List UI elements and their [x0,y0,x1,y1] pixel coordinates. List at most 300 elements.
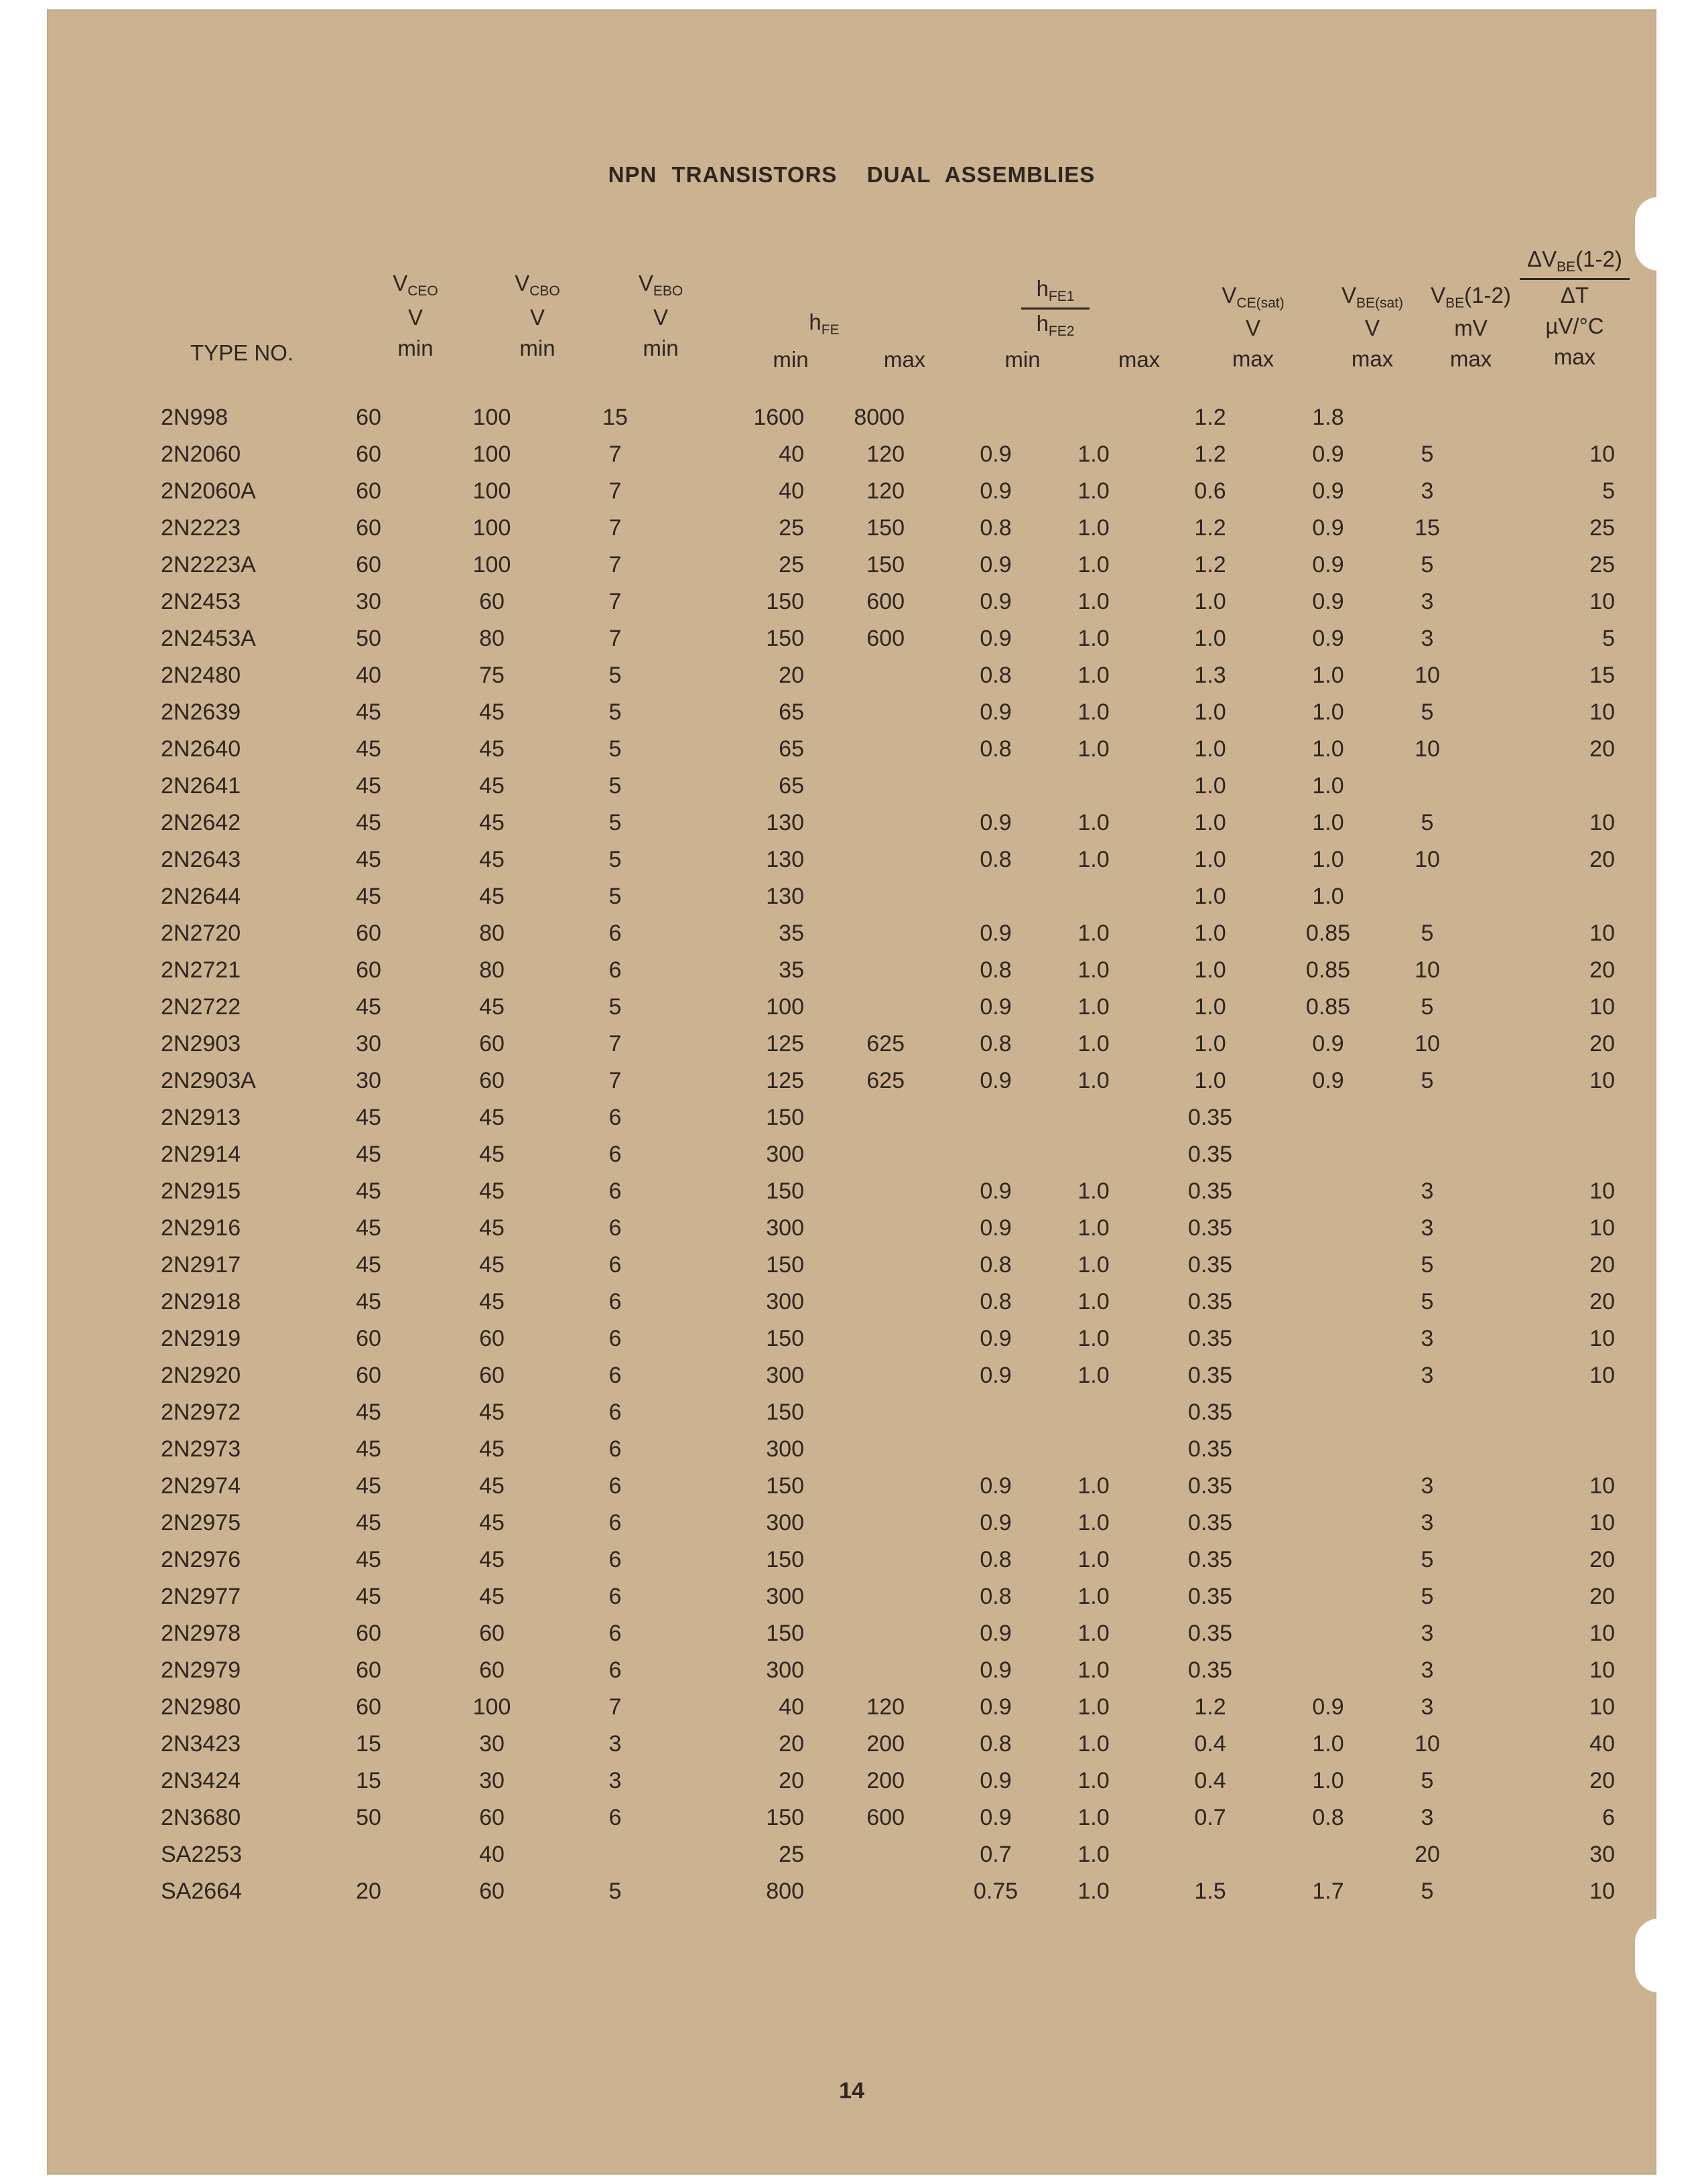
cell-dvbe-dt-max: 20 [1589,847,1615,872]
cell-type-no: 2N2976 [161,1547,241,1572]
cell-vebo-min: 7 [608,441,622,467]
cell-type-no: 2N2980 [161,1694,241,1720]
cell-vcesat-max: 1.0 [1194,994,1226,1020]
cell-hfe-min: 800 [766,1879,804,1904]
cell-hfe-ratio-max: 1.0 [1077,957,1110,983]
cell-type-no: 2N998 [161,405,228,430]
cell-hfe-min: 130 [766,884,804,909]
cell-vcbo-min: 45 [479,1178,505,1204]
cell-vceo-min: 60 [356,1363,381,1388]
cell-vbe12-max: 3 [1421,589,1434,614]
table-row [47,699,1656,733]
page-title: NPN TRANSISTORS DUAL ASSEMBLIES [608,162,1096,187]
table-row [47,1510,1656,1544]
cell-vebo-min: 5 [608,994,622,1020]
cell-vebo-min: 15 [602,405,628,430]
cell-hfe-ratio-min: 0.8 [980,1731,1012,1757]
cell-vbesat-max: 1.0 [1312,663,1344,688]
cell-vbesat-max: 1.7 [1312,1879,1344,1904]
cell-hfe-ratio-max: 1.0 [1077,589,1110,614]
cell-type-no: 2N2720 [161,920,241,946]
cell-dvbe-dt-max: 10 [1589,441,1615,467]
cell-dvbe-dt-max: 10 [1589,1363,1615,1388]
cell-dvbe-dt-max: 20 [1589,1289,1615,1314]
table-row [47,1252,1656,1286]
cell-hfe-ratio-min: 0.9 [980,1768,1012,1793]
table-row [47,1731,1656,1765]
cell-dvbe-dt-max: 10 [1589,1657,1615,1683]
cell-hfe-ratio-min: 0.9 [980,626,1012,651]
cell-vbe12-max: 10 [1415,957,1440,983]
cell-hfe-ratio-min: 0.9 [980,1510,1012,1535]
cell-type-no: 2N2453 [161,589,241,614]
cell-vbesat-max: 1.0 [1312,847,1344,872]
cell-vebo-min: 6 [608,920,622,946]
cell-type-no: 2N2913 [161,1105,241,1130]
cell-vbe12-max: 5 [1421,441,1434,467]
cell-hfe-max: 600 [866,1805,905,1830]
cell-vcesat-max: 1.0 [1194,847,1226,872]
cell-hfe-ratio-max: 1.0 [1077,1768,1110,1793]
cell-vceo-min: 60 [356,552,381,577]
cell-vcbo-min: 45 [479,736,505,762]
cell-vebo-min: 5 [608,810,622,835]
cell-hfe-min: 65 [779,773,804,799]
cell-hfe-min: 35 [779,920,804,946]
cell-vcbo-min: 45 [479,1584,505,1609]
cell-vceo-min: 45 [356,1215,381,1241]
cell-dvbe-dt-max: 20 [1589,1031,1615,1056]
cell-vebo-min: 6 [608,1326,622,1351]
cell-vebo-min: 5 [608,736,622,762]
cell-vcesat-max: 0.35 [1187,1178,1233,1204]
cell-dvbe-dt-max: 10 [1589,1621,1615,1646]
binder-hole-top [1635,197,1682,271]
cell-hfe-min: 150 [766,589,804,614]
header-type-no: TYPE NO. [190,340,294,365]
cell-vcbo-min: 45 [479,1142,505,1167]
cell-vcbo-min: 60 [479,1031,505,1056]
cell-hfe-ratio-min: 0.9 [980,589,1012,614]
cell-type-no: 2N2639 [161,699,241,725]
cell-vcbo-min: 30 [479,1768,505,1793]
cell-vbesat-max: 0.85 [1305,994,1351,1020]
cell-vebo-min: 6 [608,1178,622,1204]
cell-vceo-min: 45 [356,1473,381,1499]
cell-vbe12-max: 5 [1421,1547,1434,1572]
cell-dvbe-dt-max: 10 [1589,699,1615,725]
cell-hfe-ratio-min: 0.8 [980,1584,1012,1609]
cell-hfe-ratio-max: 1.0 [1077,1473,1110,1499]
cell-vbe12-max: 5 [1421,1584,1434,1609]
cell-vbe12-max: 10 [1415,736,1440,762]
cell-vceo-min: 30 [356,589,381,614]
cell-dvbe-dt-max: 20 [1589,1768,1615,1793]
cell-vbesat-max: 0.9 [1312,626,1344,651]
cell-hfe-min: 150 [766,1326,804,1351]
cell-hfe-max: 8000 [854,405,905,430]
cell-vebo-min: 7 [608,552,622,577]
cell-vcesat-max: 0.35 [1187,1473,1233,1499]
cell-vcbo-min: 45 [479,1510,505,1535]
cell-hfe-ratio-max: 1.0 [1077,810,1110,835]
cell-hfe-min: 150 [766,1473,804,1499]
cell-hfe-ratio-min: 0.8 [980,847,1012,872]
cell-vcesat-max: 1.0 [1194,920,1226,946]
cell-vcesat-max: 1.0 [1194,957,1226,983]
cell-vcesat-max: 1.0 [1194,1068,1226,1093]
cell-vbe12-max: 5 [1421,699,1434,725]
table-row [47,994,1656,1028]
cell-vceo-min: 45 [356,994,381,1020]
cell-hfe-ratio-min: 0.9 [980,441,1012,467]
table-row [47,1178,1656,1212]
cell-vbe12-max: 5 [1421,1252,1434,1278]
table-row [47,626,1656,659]
cell-hfe-ratio-min: 0.9 [980,1363,1012,1388]
cell-vcbo-min: 45 [479,884,505,909]
cell-hfe-ratio-min: 0.8 [980,515,1012,541]
cell-hfe-ratio-min: 0.8 [980,957,1012,983]
table-row [47,515,1656,549]
cell-vcesat-max: 0.6 [1194,478,1226,504]
cell-vcesat-max: 1.0 [1194,1031,1226,1056]
cell-hfe-ratio-max: 1.0 [1077,1252,1110,1278]
cell-hfe-max: 625 [866,1068,905,1093]
cell-hfe-ratio-max: 1.0 [1077,1289,1110,1314]
cell-vceo-min: 45 [356,1142,381,1167]
cell-vcesat-max: 1.0 [1194,773,1226,799]
cell-vebo-min: 7 [608,1068,622,1093]
table-row [47,1547,1656,1580]
cell-vceo-min: 45 [356,1105,381,1130]
cell-hfe-min: 65 [779,699,804,725]
cell-hfe-min: 20 [779,663,804,688]
cell-type-no: 2N3680 [161,1805,241,1830]
cell-hfe-ratio-max: 1.0 [1077,1215,1110,1241]
cell-hfe-ratio-min: 0.9 [980,1473,1012,1499]
cell-vbe12-max: 3 [1421,1473,1434,1499]
cell-vbesat-max: 0.8 [1312,1805,1344,1830]
cell-vcesat-max: 0.35 [1187,1547,1233,1572]
cell-vebo-min: 6 [608,1400,622,1425]
table-row [47,884,1656,917]
cell-type-no: 2N2640 [161,736,241,762]
cell-dvbe-dt-max: 20 [1589,1252,1615,1278]
cell-vcbo-min: 40 [479,1842,505,1867]
cell-hfe-ratio-min: 0.9 [980,552,1012,577]
cell-vbesat-max: 0.9 [1312,1031,1344,1056]
cell-vebo-min: 5 [608,847,622,872]
cell-vbe12-max: 5 [1421,552,1434,577]
cell-hfe-ratio-max: 1.0 [1077,663,1110,688]
table-row [47,1584,1656,1617]
cell-hfe-ratio-max: 1.0 [1077,1805,1110,1830]
cell-dvbe-dt-max: 10 [1589,920,1615,946]
cell-vbe12-max: 3 [1421,1215,1434,1241]
cell-hfe-ratio-max: 1.0 [1077,441,1110,467]
cell-vebo-min: 6 [608,1436,622,1462]
cell-vcesat-max: 1.0 [1194,884,1226,909]
table-row [47,441,1656,475]
cell-hfe-max: 625 [866,1031,905,1056]
cell-vcbo-min: 45 [479,1400,505,1425]
cell-hfe-max: 150 [866,552,905,577]
cell-type-no: 2N2223 [161,515,241,541]
cell-dvbe-dt-max: 25 [1589,515,1615,541]
cell-vbe12-max: 3 [1421,1178,1434,1204]
cell-type-no: 2N2641 [161,773,241,799]
cell-dvbe-dt-max: 10 [1589,1178,1615,1204]
cell-vceo-min: 45 [356,1400,381,1425]
cell-vbe12-max: 3 [1421,1694,1434,1720]
header-hfe-max: max [883,347,926,372]
cell-hfe-min: 125 [766,1031,804,1056]
cell-hfe-max: 120 [866,478,905,504]
cell-vbesat-max: 1.0 [1312,884,1344,909]
cell-type-no: 2N2480 [161,663,241,688]
cell-type-no: 2N2903 [161,1031,241,1056]
cell-type-no: 2N2914 [161,1142,241,1167]
header-vbesat: $V_{BE(sat)}$ V max [1341,283,1404,371]
cell-hfe-min: 150 [766,1252,804,1278]
cell-vcesat-max: 0.7 [1194,1805,1226,1830]
cell-hfe-ratio-min: 0.9 [980,699,1012,725]
cell-vceo-min: 60 [356,1326,381,1351]
cell-vbe12-max: 5 [1421,810,1434,835]
table-row [47,1400,1656,1433]
cell-hfe-min: 20 [779,1768,804,1793]
table-row [47,1657,1656,1691]
cell-vebo-min: 6 [608,1105,622,1130]
header-vcesat: $V_{CE(sat)}$ V max [1222,283,1285,371]
cell-vcbo-min: 100 [472,441,511,467]
cell-vebo-min: 3 [608,1731,622,1757]
table-row [47,773,1656,807]
cell-vbesat-max: 0.85 [1305,957,1351,983]
header-dvbe-dt: $\Delta V_{BE}(1-2)$ ΔT µV/°C max [1514,247,1635,370]
cell-vbe12-max: 3 [1421,1510,1434,1535]
cell-type-no: 2N2919 [161,1326,241,1351]
cell-type-no: 2N2916 [161,1215,241,1241]
cell-dvbe-dt-max: 5 [1602,626,1615,651]
cell-vcbo-min: 60 [479,1879,505,1904]
cell-type-no: 2N2721 [161,957,241,983]
cell-vcesat-max: 0.35 [1187,1105,1233,1130]
cell-hfe-min: 130 [766,810,804,835]
cell-vbe12-max: 20 [1415,1842,1440,1867]
cell-hfe-ratio-max: 1.0 [1077,1178,1110,1204]
cell-vbesat-max: 0.85 [1305,920,1351,946]
cell-vceo-min: 45 [356,1178,381,1204]
cell-vcesat-max: 1.5 [1194,1879,1226,1904]
cell-vcesat-max: 0.35 [1187,1621,1233,1646]
cell-vceo-min: 45 [356,810,381,835]
cell-vbe12-max: 3 [1421,1657,1434,1683]
cell-type-no: SA2664 [161,1879,242,1904]
cell-hfe-ratio-max: 1.0 [1077,478,1110,504]
cell-vbesat-max: 0.9 [1312,1068,1344,1093]
cell-vbe12-max: 3 [1421,1621,1434,1646]
cell-dvbe-dt-max: 20 [1589,1584,1615,1609]
cell-vebo-min: 7 [608,515,622,541]
cell-vceo-min: 60 [356,1621,381,1646]
cell-vbesat-max: 1.0 [1312,810,1344,835]
cell-dvbe-dt-max: 40 [1589,1731,1615,1757]
cell-vceo-min: 50 [356,1805,381,1830]
cell-vceo-min: 15 [356,1768,381,1793]
cell-hfe-min: 150 [766,626,804,651]
cell-hfe-min: 65 [779,736,804,762]
cell-hfe-min: 125 [766,1068,804,1093]
cell-type-no: 2N2642 [161,810,241,835]
cell-hfe-ratio-min: 0.9 [980,1068,1012,1093]
cell-vbe12-max: 3 [1421,626,1434,651]
cell-type-no: 2N2920 [161,1363,241,1388]
header-vbe12: $V_{BE}(1-2)$ mV max [1431,283,1511,371]
cell-type-no: 2N2903A [161,1068,256,1093]
cell-vcesat-max: 1.0 [1194,589,1226,614]
cell-dvbe-dt-max: 10 [1589,1510,1615,1535]
cell-hfe-min: 300 [766,1142,804,1167]
cell-vbesat-max: 1.0 [1312,773,1344,799]
cell-vcesat-max: 1.2 [1194,441,1226,467]
cell-vbe12-max: 5 [1421,1289,1434,1314]
cell-vceo-min: 45 [356,1510,381,1535]
cell-hfe-ratio-min: 0.8 [980,1252,1012,1278]
cell-dvbe-dt-max: 10 [1589,1473,1615,1499]
cell-vbe12-max: 10 [1415,663,1440,688]
cell-vcesat-max: 0.4 [1194,1768,1226,1793]
cell-dvbe-dt-max: 10 [1589,1326,1615,1351]
cell-vebo-min: 6 [608,1363,622,1388]
cell-type-no: 2N2060 [161,441,241,467]
cell-vceo-min: 45 [356,1436,381,1462]
cell-hfe-ratio-min: 0.9 [980,1621,1012,1646]
cell-vceo-min: 45 [356,736,381,762]
cell-vbe12-max: 3 [1421,1363,1434,1388]
cell-vcesat-max: 0.4 [1194,1731,1226,1757]
cell-hfe-min: 130 [766,847,804,872]
cell-vcesat-max: 1.2 [1194,405,1226,430]
cell-vebo-min: 6 [608,1215,622,1241]
cell-vcesat-max: 0.35 [1187,1326,1233,1351]
cell-hfe-ratio-max: 1.0 [1077,1879,1110,1904]
cell-type-no: 2N2917 [161,1252,241,1278]
cell-type-no: 2N2978 [161,1621,241,1646]
cell-vcbo-min: 80 [479,920,505,946]
cell-vceo-min: 45 [356,884,381,909]
table-row [47,1068,1656,1101]
cell-hfe-min: 150 [766,1105,804,1130]
cell-type-no: 2N2974 [161,1473,241,1499]
cell-vbe12-max: 5 [1421,1768,1434,1793]
cell-vbe12-max: 10 [1415,847,1440,872]
cell-vebo-min: 7 [608,626,622,651]
header-vebo: $V_{EBO}$ V min [638,271,683,360]
cell-vcbo-min: 75 [479,663,505,688]
cell-hfe-ratio-min: 0.8 [980,736,1012,762]
cell-hfe-ratio-min: 0.9 [980,920,1012,946]
cell-hfe-ratio-min: 0.8 [980,1031,1012,1056]
cell-vebo-min: 6 [608,1289,622,1314]
table-row [47,1842,1656,1875]
table-row [47,663,1656,696]
table-row [47,1326,1656,1359]
cell-vceo-min: 30 [356,1068,381,1093]
cell-dvbe-dt-max: 10 [1589,1215,1615,1241]
cell-vcbo-min: 45 [479,1252,505,1278]
cell-hfe-ratio-max: 1.0 [1077,1326,1110,1351]
cell-vceo-min: 60 [356,441,381,467]
cell-hfe-min: 150 [766,1400,804,1425]
cell-vbesat-max: 0.9 [1312,441,1344,467]
cell-vbe12-max: 5 [1421,1068,1434,1093]
cell-vcbo-min: 45 [479,847,505,872]
cell-hfe-ratio-min: 0.8 [980,663,1012,688]
table-row [47,1105,1656,1138]
cell-vbe12-max: 5 [1421,1879,1434,1904]
cell-hfe-ratio-max: 1.0 [1077,1363,1110,1388]
cell-vcbo-min: 45 [479,810,505,835]
cell-vceo-min: 45 [356,773,381,799]
cell-vbesat-max: 0.9 [1312,589,1344,614]
cell-hfe-max: 120 [866,1694,905,1720]
cell-hfe-min: 150 [766,1547,804,1572]
cell-hfe-ratio-max: 1.0 [1077,1068,1110,1093]
cell-type-no: SA2253 [161,1842,242,1867]
cell-dvbe-dt-max: 25 [1589,552,1615,577]
cell-hfe-min: 300 [766,1363,804,1388]
cell-vceo-min: 30 [356,1031,381,1056]
cell-vbe12-max: 5 [1421,920,1434,946]
cell-vcesat-max: 1.0 [1194,699,1226,725]
cell-vcesat-max: 0.35 [1187,1289,1233,1314]
table-row [47,1436,1656,1470]
cell-vcesat-max: 0.35 [1187,1363,1233,1388]
cell-vcesat-max: 0.35 [1187,1510,1233,1535]
cell-vbe12-max: 5 [1421,994,1434,1020]
cell-vceo-min: 45 [356,1252,381,1278]
cell-hfe-min: 300 [766,1215,804,1241]
cell-dvbe-dt-max: 20 [1589,1547,1615,1572]
cell-hfe-ratio-min: 0.8 [980,1547,1012,1572]
cell-type-no: 2N2643 [161,847,241,872]
cell-vceo-min: 60 [356,1694,381,1720]
cell-hfe-min: 25 [779,552,804,577]
cell-hfe-min: 25 [779,1842,804,1867]
cell-dvbe-dt-max: 20 [1589,736,1615,762]
cell-hfe-min: 40 [779,1694,804,1720]
cell-hfe-ratio-max: 1.0 [1077,699,1110,725]
page-number: 14 [839,2078,864,2104]
header-vceo: $V_{CEO}$ V min [393,271,438,360]
cell-hfe-max: 200 [866,1731,905,1757]
cell-vebo-min: 7 [608,589,622,614]
cell-hfe-ratio-min: 0.9 [980,810,1012,835]
cell-vbesat-max: 1.0 [1312,1731,1344,1757]
cell-vcesat-max: 0.35 [1187,1252,1233,1278]
table-row [47,405,1656,438]
cell-hfe-ratio-min: 0.9 [980,478,1012,504]
cell-vebo-min: 6 [608,1252,622,1278]
cell-vbesat-max: 0.9 [1312,478,1344,504]
cell-hfe-min: 300 [766,1289,804,1314]
cell-hfe-max: 600 [866,626,905,651]
binder-hole-bottom [1635,1919,1682,1992]
cell-hfe-min: 20 [779,1731,804,1757]
cell-vebo-min: 6 [608,1473,622,1499]
